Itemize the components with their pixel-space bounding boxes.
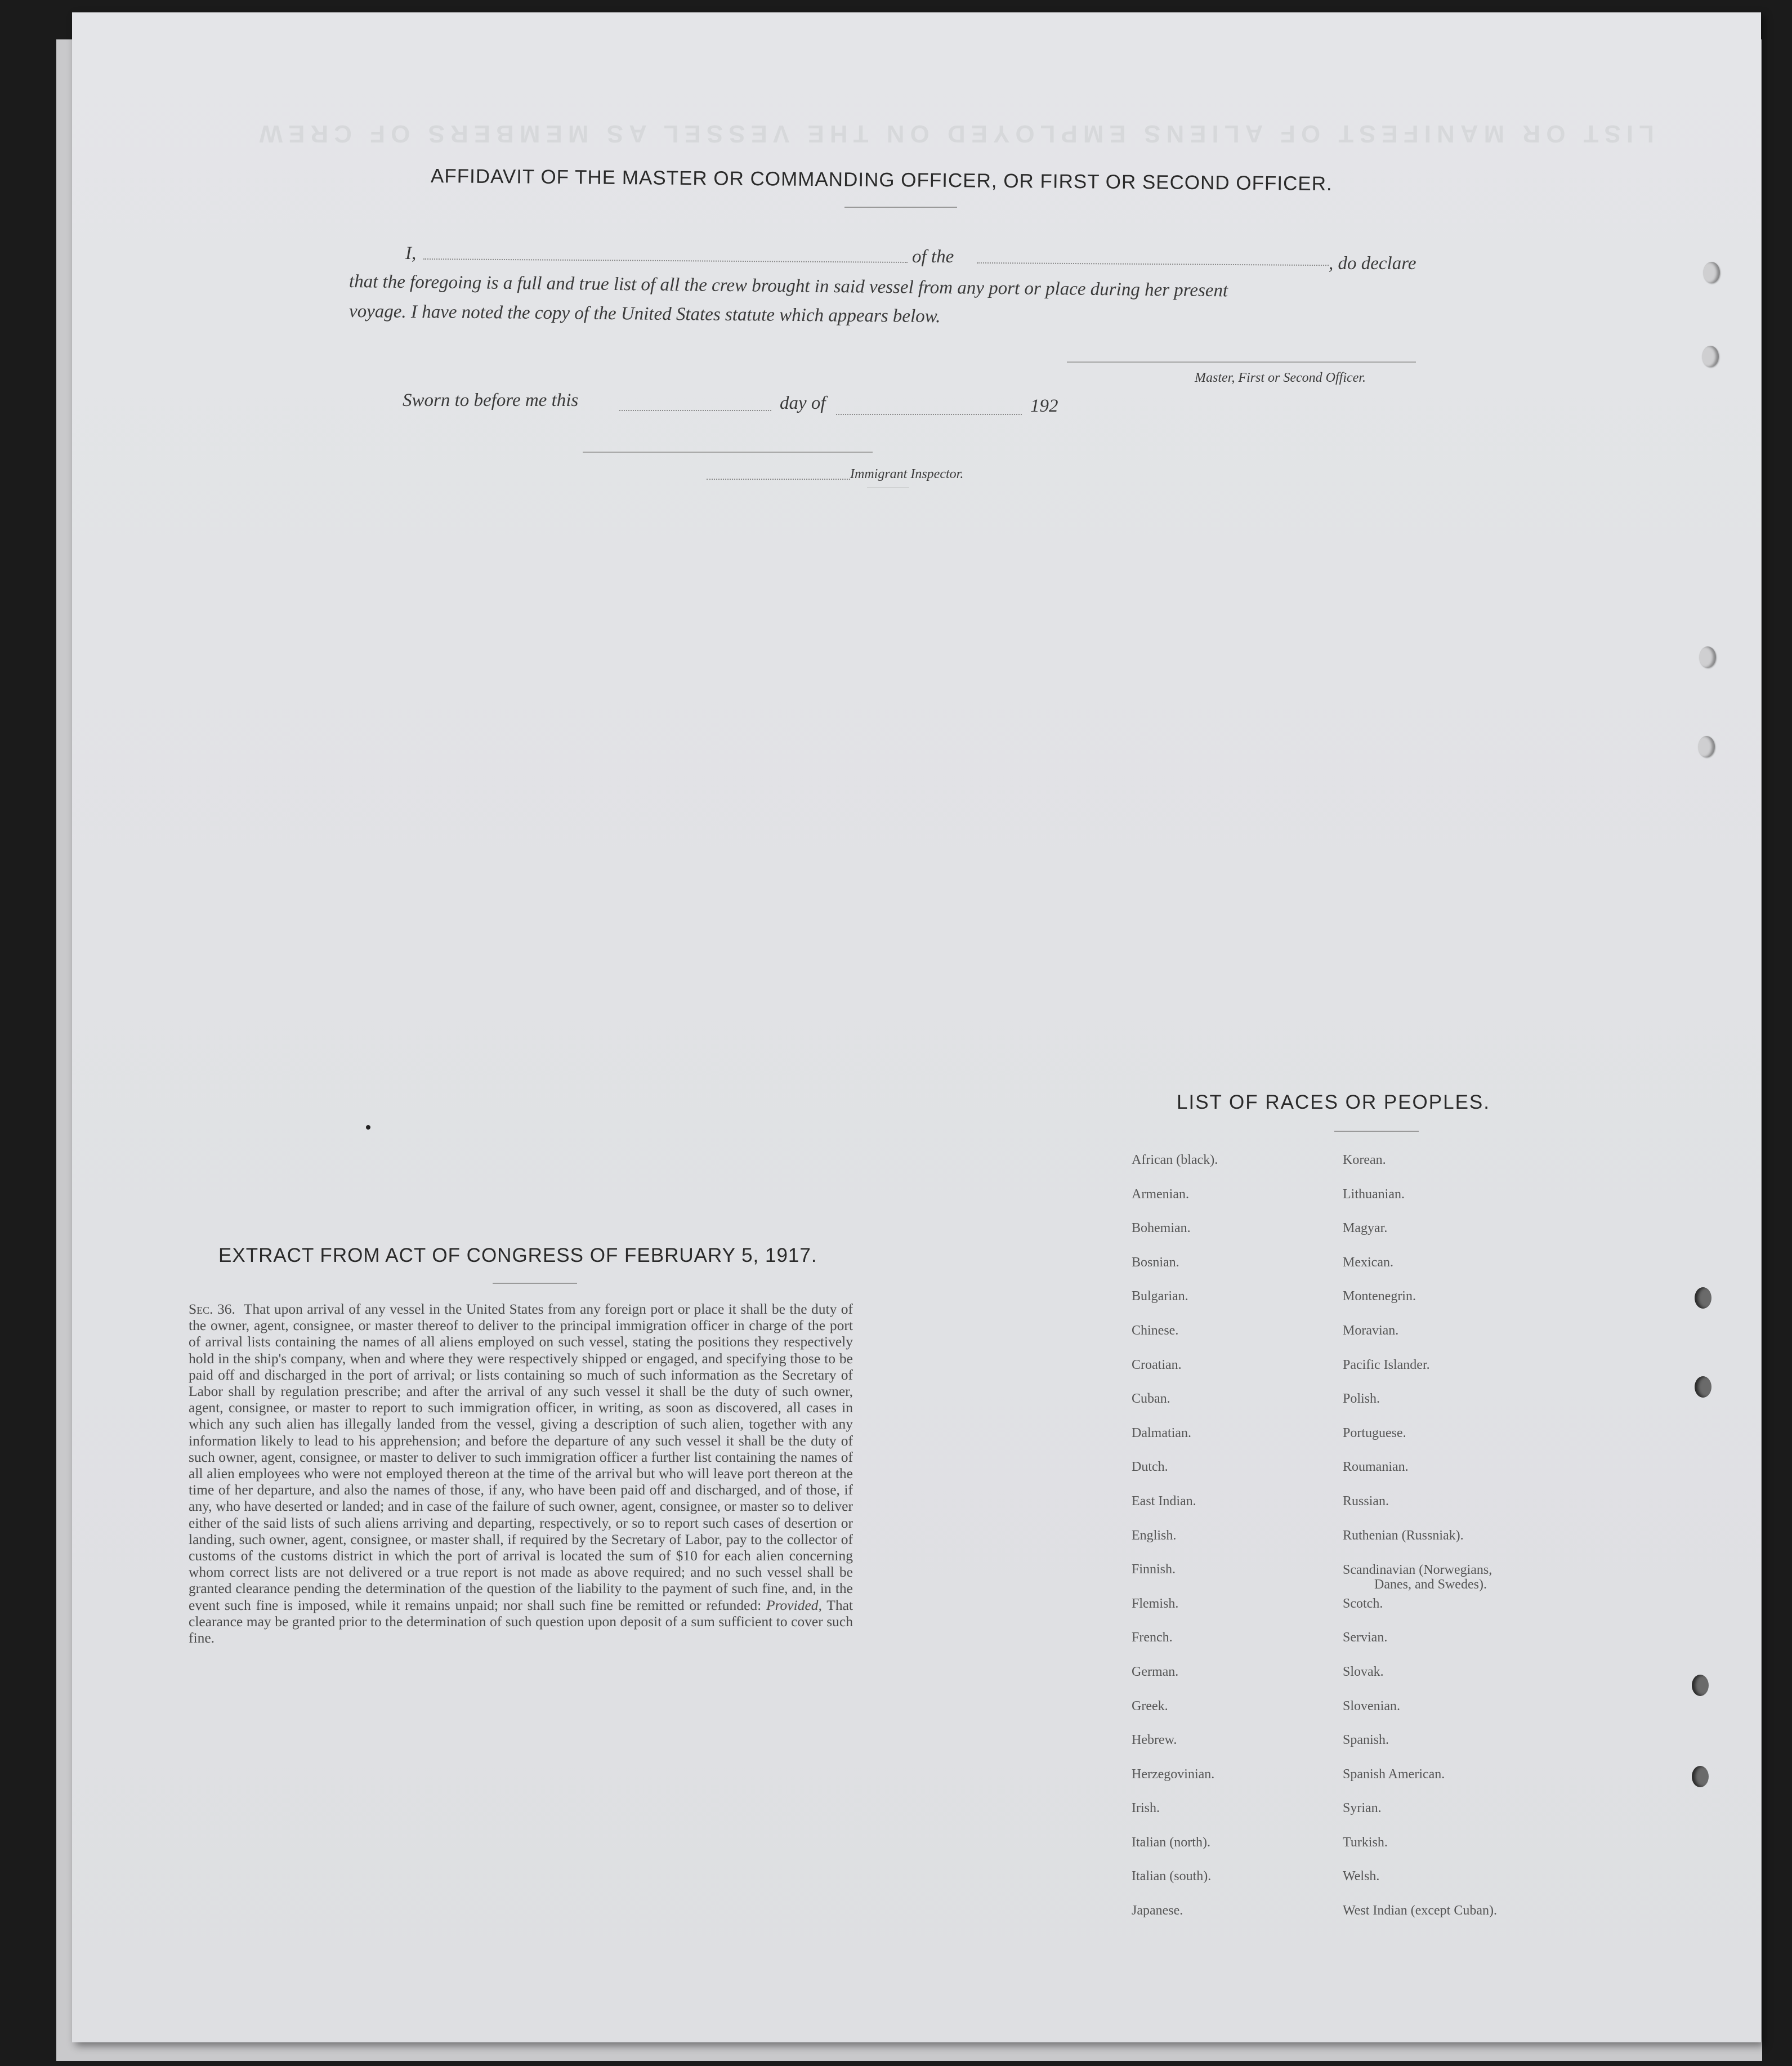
race-item: Spanish. — [1343, 1733, 1389, 1748]
sworn-day-blank[interactable] — [619, 409, 771, 411]
binder-hole — [1699, 646, 1716, 668]
race-item: Scotch. — [1343, 1596, 1383, 1611]
race-item: Syrian. — [1343, 1801, 1382, 1816]
race-item: Dutch. — [1132, 1460, 1168, 1475]
race-item: Ruthenian (Russniak). — [1343, 1528, 1464, 1543]
race-item: German. — [1132, 1664, 1179, 1679]
race-item: Korean. — [1343, 1153, 1386, 1167]
race-item: African (black). — [1132, 1153, 1218, 1167]
races-column-1 — [1132, 1153, 1218, 1938]
race-item: Irish. — [1132, 1801, 1160, 1816]
do-declare-label: , do declare — [1329, 253, 1416, 274]
race-item: English. — [1132, 1528, 1177, 1543]
binder-hole — [1692, 1675, 1709, 1696]
races-heading: LIST OF RACES OR PEOPLES. — [1177, 1091, 1491, 1113]
race-item: Russian. — [1343, 1493, 1389, 1509]
of-the-label: of the — [912, 247, 954, 267]
extract-heading-rule — [493, 1283, 577, 1284]
declaration-line-2: that the foregoing is a full and true list of all the crew brought in said vessel from any port or place during her present — [348, 271, 1228, 301]
extract-heading: EXTRACT FROM ACT OF CONGRESS OF FEBRUARY 5, 1917. — [218, 1244, 817, 1266]
sworn-label: Sworn to before me this — [403, 390, 579, 410]
race-item: Polish. — [1343, 1391, 1380, 1407]
race-item: Bohemian. — [1132, 1221, 1191, 1236]
race-item: Dalmatian. — [1132, 1425, 1191, 1440]
race-item-line-2: Danes, and Swedes). — [1374, 1577, 1487, 1592]
race-item: Magyar. — [1343, 1221, 1388, 1236]
race-item: Croatian. — [1132, 1357, 1182, 1372]
race-item: Chinese. — [1132, 1323, 1179, 1338]
race-item: Bosnian. — [1132, 1255, 1179, 1270]
race-item: Hebrew. — [1132, 1733, 1177, 1748]
statute-text — [189, 1301, 853, 1646]
race-item: Roumanian. — [1343, 1460, 1409, 1475]
race-item: Greek. — [1132, 1698, 1168, 1714]
race-item: Finnish. — [1132, 1562, 1176, 1577]
race-item: Japanese. — [1132, 1903, 1183, 1918]
bleed-through-text: LIST OR MANIFEST OF ALIENS EMPLOYED ON THE VESSEL AS MEMBERS OF CREW — [253, 120, 1654, 148]
race-item: Moravian. — [1343, 1323, 1399, 1338]
race-item: Slovenian. — [1343, 1698, 1400, 1714]
binder-hole — [1695, 1287, 1711, 1309]
race-item: Pacific Islander. — [1343, 1357, 1430, 1372]
binder-hole — [1698, 736, 1715, 757]
race-item — [1343, 1563, 1497, 1597]
binder-hole — [1702, 346, 1719, 367]
heading-rule — [844, 207, 957, 208]
master-signature-line[interactable] — [1067, 360, 1416, 363]
race-item: Spanish American. — [1343, 1766, 1445, 1782]
races-heading-rule — [1334, 1131, 1419, 1132]
declarant-prefix: I, — [405, 243, 417, 264]
affidavit-heading: AFFIDAVIT OF THE MASTER OR COMMANDING OFFICER, OR FIRST OR SECOND OFFICER. — [430, 165, 1333, 195]
race-item: East Indian. — [1132, 1493, 1196, 1509]
race-item: Servian. — [1343, 1630, 1388, 1645]
race-item: Lithuanian. — [1343, 1186, 1405, 1202]
race-item: Flemish. — [1132, 1596, 1179, 1611]
inspector-signature-line[interactable] — [583, 450, 873, 453]
race-item: Mexican. — [1343, 1255, 1393, 1270]
race-item: Montenegrin. — [1343, 1289, 1416, 1304]
day-of-label: day of — [780, 393, 826, 413]
statute-body: That upon arrival of any vessel in the United States from any foreign port or place it shall be the duty of the owner, agent, consignee, or master thereof to deliver to the principal immigration officer in charge of the port of arrival lists containing the names of all aliens employed on such vessel, stating the positions they respectively hold in the ship's company, when and where they were respectively shipped or engaged, and specifying those to be paid off and discharged in the port of arrival; or lists containing so much of such information as the Secretary of Labor shall by regulation prescribe; and after the arrival of any such vessel it shall be the duty of such owner, agent, consignee, or master to report to such immigration officer, in writing, as soon as discovered, all cases in which any such alien has illegally landed from the vessel, giving a description of such alien, together with any information likely to lead to his apprehension; and before the departure of any such vessel it shall be the duty of such owner, agent, consignee, or master to deliver to such immigration officer a further list containing the names of all alien employees who were not employed thereon at the time of the arrival but who will leave port thereon at the time of her departure, and also the names of those, if any, who have been paid off and discharged, and of those, if any, who have deserted or landed; and in case of the failure of such owner, agent, consignee, or master so to deliver either of the said lists of such aliens arriving and departing, respectively, or so to report such cases of desertion or landing, such owner, agent, consignee, or master shall, if required by the Secretary of Labor, pay to the collector of customs of the customs district in which the port of arrival is located the sum of $10 for each alien concerning whom correct lists are not delivered or a true report is not made as above required; and no such vessel shall be granted clearance pending the determination of the question of the liability to the payment of such fine, and, in the event such fine is imposed, while it remains unpaid; nor shall such fine be remitted or refunded: — [189, 1301, 853, 1613]
race-item: Italian (south). — [1132, 1869, 1212, 1884]
binder-hole — [1692, 1766, 1709, 1787]
proviso-word: Provided, — [766, 1596, 822, 1613]
binder-hole — [1703, 262, 1720, 283]
race-item: Armenian. — [1132, 1186, 1189, 1202]
ink-speck — [366, 1125, 370, 1130]
race-item: Herzegovinian. — [1132, 1766, 1215, 1782]
races-column-2 — [1343, 1153, 1497, 1938]
race-item: Turkish. — [1343, 1835, 1388, 1850]
sworn-month-blank[interactable] — [836, 413, 1022, 415]
race-item-line-1: Scandinavian (Norwegians, — [1343, 1563, 1492, 1578]
master-signature-label: Master, First or Second Officer. — [1195, 371, 1366, 385]
declaration-line-3: voyage. I have noted the copy of the United States statute which appears below. — [348, 301, 941, 327]
race-item: Welsh. — [1343, 1869, 1380, 1884]
race-item: French. — [1132, 1630, 1173, 1645]
race-item: Cuban. — [1132, 1391, 1170, 1407]
year-label: 192 — [1030, 396, 1058, 416]
section-number: Sec. 36. — [189, 1301, 235, 1317]
race-item: Bulgarian. — [1132, 1289, 1188, 1304]
race-item: Slovak. — [1343, 1664, 1384, 1679]
race-item: Portuguese. — [1343, 1425, 1406, 1440]
race-item: Italian (north). — [1132, 1835, 1210, 1850]
inspector-label: Immigrant Inspector. — [850, 467, 964, 481]
statute-proviso-text: That clearance may be granted prior to the determination of such question upon deposit of a sum sufficient to cover such fine. — [189, 1596, 853, 1646]
binder-hole — [1695, 1376, 1711, 1398]
inspector-name-blank[interactable] — [707, 478, 850, 480]
race-item: West Indian (except Cuban). — [1343, 1903, 1497, 1918]
